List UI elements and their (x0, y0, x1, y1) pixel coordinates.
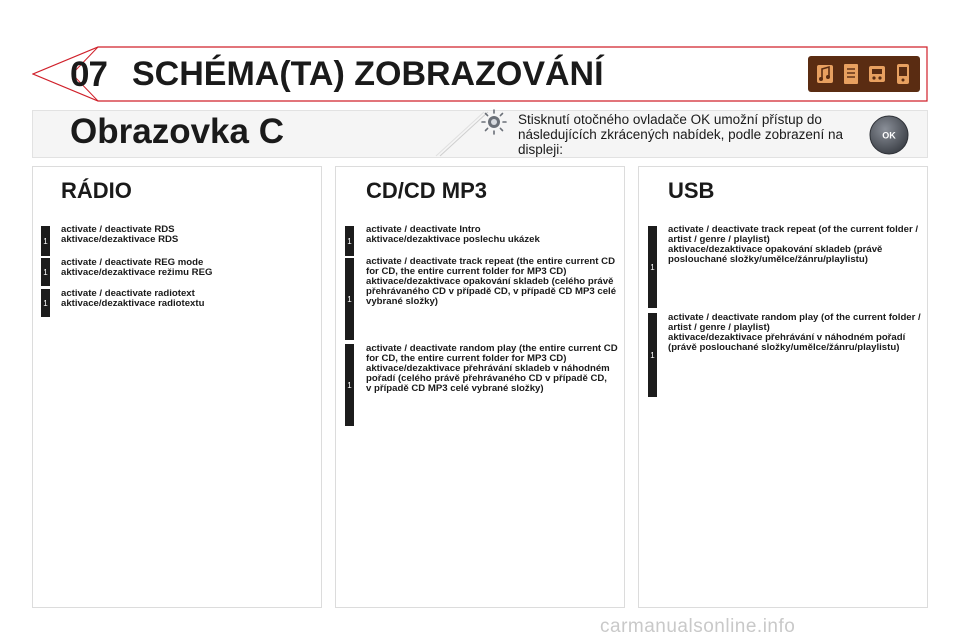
ok-button-icon (868, 114, 910, 156)
item-line: aktivace/dezaktivace přehrávání skladeb v náhodném (366, 363, 610, 374)
screen-title: Obrazovka C (70, 112, 284, 151)
item-line: aktivace/dezaktivace přehrávání v náhodném pořadí (668, 332, 906, 343)
item-line: activate / deactivate RDS (61, 224, 175, 235)
cd-panel-title: CD/CD MP3 (366, 178, 488, 203)
music-icon (816, 62, 834, 86)
item-line: activate / deactivate REG mode (61, 257, 204, 268)
chapter-number: 07 (70, 55, 107, 94)
watermark: carmanualsonline.info (600, 616, 796, 637)
level-marker: 1 (41, 258, 50, 286)
item-line: for CD, the entire current folder for MP3 CD) (366, 266, 567, 277)
rotary-knob-icon (480, 108, 508, 136)
list-item (366, 225, 626, 245)
page-title: SCHÉMA(TA) ZOBRAZOVÁNÍ (132, 55, 604, 93)
item-line: poslouchané složky/umělce/žánru/playlistu) (668, 254, 868, 265)
list-item (668, 225, 930, 265)
item-line: activate / deactivate track repeat (of the current folder / (668, 224, 919, 235)
list-item (61, 289, 311, 309)
level-marker: 1 (345, 344, 354, 426)
level-marker: 1 (345, 258, 354, 340)
item-line: aktivace/dezaktivace poslechu ukázek (366, 234, 540, 245)
ok-instruction-text: Stisknutí otočného ovladače OK umožní přístup do následujících zkrácených nabídek, podle zobrazení na displeji: (518, 112, 843, 157)
item-line: activate / deactivate random play (the entire current CD (366, 343, 618, 354)
level-marker: 1 (41, 226, 50, 256)
item-line: activate / deactivate track repeat (the entire current CD (366, 256, 616, 267)
level-marker: 1 (648, 226, 657, 308)
radio-icon (868, 62, 886, 86)
level-marker: 1 (648, 313, 657, 397)
item-line: (právě poslouchané složky/umělce/žánru/playlistu) (668, 342, 900, 353)
item-line: activate / deactivate random play (of the current folder / (668, 312, 921, 323)
level-marker: 1 (345, 226, 354, 256)
item-line: aktivace/dezaktivace opakování skladeb (celého právě (366, 276, 614, 287)
item-line: pořadí (celého právě přehrávaného CD v případě CD, (366, 373, 607, 384)
list-item (366, 257, 626, 307)
item-line: aktivace/dezaktivace RDS (61, 234, 179, 245)
item-line: activate / deactivate radiotext (61, 288, 195, 299)
list-item (61, 258, 311, 278)
item-line: přehrávaného CD v případě CD, v případě CD MP3 celé (366, 286, 617, 297)
item-line: aktivace/dezaktivace režimu REG (61, 267, 213, 278)
item-line: vybrané složky) (366, 296, 438, 307)
ok-label: OK (882, 130, 896, 141)
list-item (61, 225, 311, 245)
item-line: artist / genre / playlist) (668, 234, 770, 245)
document-icon (842, 62, 860, 86)
item-line: aktivace/dezaktivace opakování skladeb (právě (668, 244, 883, 255)
item-line: v případě CD MP3 celé vybrané složky) (366, 383, 544, 394)
list-item (668, 313, 930, 353)
item-line: for CD, the entire current folder for MP3 CD) (366, 353, 567, 364)
usb-panel-title: USB (668, 178, 715, 203)
level-marker: 1 (41, 289, 50, 317)
item-line: aktivace/dezaktivace radiotextu (61, 298, 205, 309)
list-item (366, 344, 626, 394)
phone-icon (894, 62, 912, 86)
mode-icon-strip (808, 56, 920, 92)
item-line: artist / genre / playlist) (668, 322, 770, 333)
item-line: activate / deactivate Intro (366, 224, 481, 235)
radio-panel-title: RÁDIO (61, 178, 132, 203)
